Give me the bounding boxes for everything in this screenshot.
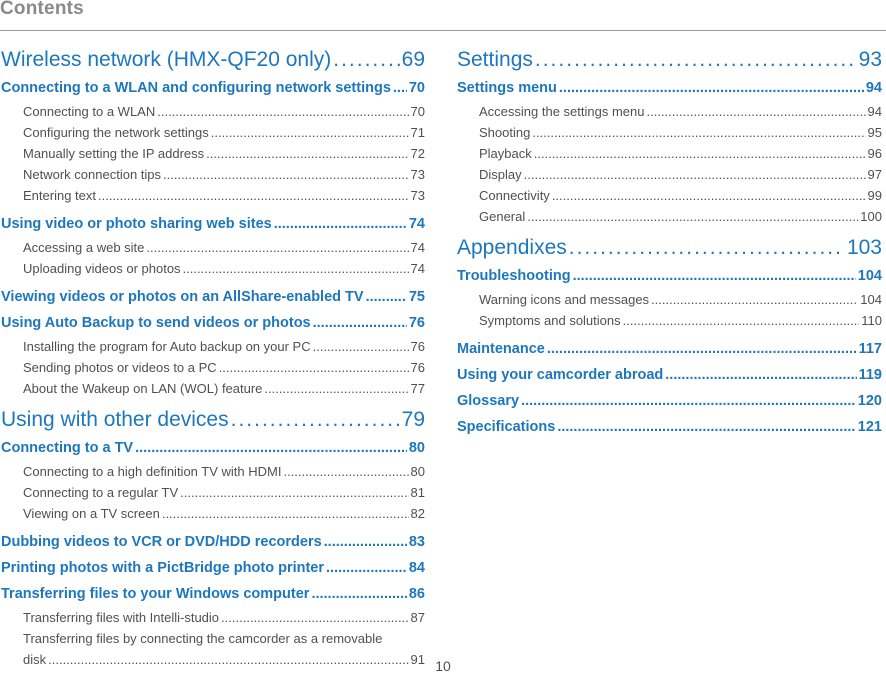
toc-subsection-link[interactable]: [1, 435, 425, 461]
toc-page-number: 74: [410, 240, 425, 255]
toc-page-number: 94: [865, 80, 882, 96]
toc-page-number: 119: [858, 367, 882, 383]
toc-page-number: 76: [410, 360, 425, 375]
toc-entry-link[interactable]: [1, 101, 425, 122]
toc-subsection-link[interactable]: [1, 284, 425, 310]
dot-leader: [313, 310, 407, 336]
dot-leader: [646, 101, 865, 122]
dot-leader: [157, 101, 408, 122]
dot-leader: [569, 232, 845, 263]
toc-page-number: 73: [410, 167, 425, 182]
dot-leader: [547, 336, 857, 362]
toc-entry-title: Sending photos or videos to a PC: [23, 360, 217, 375]
dot-leader: [532, 122, 865, 143]
toc-page-number: 70: [408, 80, 425, 96]
dot-leader: [326, 555, 407, 581]
toc-entry-title: Warning icons and messages: [479, 292, 650, 307]
toc-entry-title: Connecting to a regular TV: [23, 485, 179, 500]
toc-entry-title: Transferring files with Intelli-studio: [23, 610, 220, 625]
toc-entry-title: Connecting to a TV: [1, 440, 134, 456]
toc-page-number: 117: [858, 341, 882, 357]
toc-entry-link[interactable]: [457, 289, 882, 310]
toc-entry-link[interactable]: [457, 185, 882, 206]
toc-page-number: 77: [410, 381, 425, 396]
toc-subsection-link[interactable]: [457, 336, 882, 362]
dot-leader: [393, 75, 407, 101]
toc-subsection-link[interactable]: [1, 529, 425, 555]
toc-entry-title: Connectivity: [479, 188, 550, 203]
toc-entry-link[interactable]: [457, 101, 882, 122]
toc-subsection-link[interactable]: [1, 555, 425, 581]
toc-entry-link[interactable]: [1, 122, 425, 143]
toc-page-number: 93: [858, 48, 882, 71]
toc-entry-title: Connecting to a high definition TV with HDMI: [23, 464, 282, 479]
toc-entry-title: Shooting: [479, 125, 531, 140]
toc-entry-title: Network connection tips: [23, 167, 162, 182]
dot-leader: [163, 164, 409, 185]
toc-entry-title: Troubleshooting: [457, 268, 571, 284]
toc-entry-link[interactable]: [1, 164, 425, 185]
toc-entry-link[interactable]: [457, 310, 882, 331]
dot-leader: [366, 284, 407, 310]
toc-page-number: 99: [867, 188, 882, 203]
toc-entry-title: Maintenance: [457, 341, 545, 357]
dot-leader: [162, 503, 409, 524]
toc-entry-title: General: [479, 209, 526, 224]
toc-subsection-link[interactable]: [457, 414, 882, 440]
dot-leader: [557, 414, 855, 440]
toc-entry-link[interactable]: [1, 607, 425, 628]
toc-left-column: [1, 44, 425, 670]
dot-leader: [524, 164, 866, 185]
dot-leader: [206, 143, 408, 164]
toc-entry-title: Dubbing videos to VCR or DVD/HDD recorders: [1, 534, 322, 550]
toc-entry-title: Connecting to a WLAN: [23, 104, 156, 119]
dot-leader: [552, 185, 866, 206]
toc-page-number: 76: [410, 339, 425, 354]
toc-page-number: 97: [867, 167, 882, 182]
toc-entry-link[interactable]: [1, 185, 425, 206]
toc-entry-title: Transferring files by connecting the camcorder as a removable: [23, 631, 383, 646]
toc-entry-link[interactable]: [1, 237, 425, 258]
toc-section-heading[interactable]: [1, 404, 425, 435]
toc-page-number: 104: [857, 268, 882, 284]
toc-page-number: 95: [867, 125, 882, 140]
dot-leader: [146, 237, 408, 258]
toc-entry-title: Wireless network (HMX-QF20 only): [1, 48, 332, 71]
toc-page-number: 91: [410, 652, 425, 667]
toc-subsection-link[interactable]: [1, 75, 425, 101]
toc-entry-title: Using Auto Backup to send videos or photos: [1, 315, 311, 331]
header-divider: [0, 30, 886, 31]
toc-entry-title: Specifications: [457, 419, 556, 435]
toc-page-number: 84: [408, 560, 425, 576]
toc-entry-link[interactable]: [1, 336, 425, 357]
dot-leader: [98, 185, 409, 206]
toc-subsection-link[interactable]: [457, 388, 882, 414]
toc-page-number: 94: [867, 104, 882, 119]
toc-entry-title: Manually setting the IP address: [23, 146, 205, 161]
toc-entry-link[interactable]: [1, 143, 425, 164]
toc-entry-title: Settings menu: [457, 80, 557, 96]
toc-page-number: 82: [410, 506, 425, 521]
toc-page-number: 86: [408, 586, 425, 602]
toc-entry-link[interactable]: [1, 482, 425, 503]
toc-page-number: 69: [401, 48, 425, 71]
toc-entry-title: Viewing videos or photos on an AllShare-enabled TV: [1, 289, 364, 305]
toc-page-number: 70: [410, 104, 425, 119]
page-title: Contents: [0, 0, 84, 19]
toc-entry-title: Entering text: [23, 188, 96, 203]
toc-page-number: 72: [410, 146, 425, 161]
dot-leader: [521, 388, 856, 414]
toc-entry-link[interactable]: [457, 164, 882, 185]
toc-page-number: 71: [410, 125, 425, 140]
toc-page-number: 100: [860, 209, 882, 224]
toc-subsection-link[interactable]: [1, 581, 425, 607]
toc-entry-title: Using your camcorder abroad: [457, 367, 664, 383]
toc-subsection-link[interactable]: [457, 263, 882, 289]
toc-entry-title: Viewing on a TV screen: [23, 506, 160, 521]
dot-leader: [311, 581, 406, 607]
dot-leader: [559, 75, 864, 101]
toc-entry-title-continued: disk: [23, 652, 47, 667]
dot-leader: [221, 607, 408, 628]
dot-leader: [231, 404, 400, 435]
toc-page-number: 110: [861, 313, 882, 328]
dot-leader: [180, 482, 408, 503]
dot-leader: [665, 362, 856, 388]
toc-subsection-link[interactable]: [457, 75, 882, 101]
toc-entry-title: Accessing a web site: [23, 240, 145, 255]
toc-page-number: 121: [857, 419, 882, 435]
toc-entry-title: Accessing the settings menu: [479, 104, 645, 119]
dot-leader: [333, 44, 399, 75]
toc-entry-title: Using with other devices: [1, 408, 229, 431]
dot-leader: [535, 44, 857, 75]
toc-entry-link[interactable]: [1, 503, 425, 524]
toc-page-number: 74: [408, 216, 425, 232]
toc-section-heading[interactable]: [1, 44, 425, 75]
toc-page-number: 80: [408, 440, 425, 456]
toc-entry-title: Installing the program for Auto backup on your PC: [23, 339, 311, 354]
toc-entry-title: Symptoms and solutions: [479, 313, 621, 328]
toc-entry-title: Playback: [479, 146, 532, 161]
toc-page-number: 103: [846, 236, 882, 259]
toc-entry-title: About the Wakeup on LAN (WOL) feature: [23, 381, 263, 396]
toc-page-number: 80: [410, 464, 425, 479]
dot-leader: [283, 461, 408, 482]
toc-section-heading[interactable]: [457, 44, 882, 75]
toc-entry-title: Transferring files to your Windows computer: [1, 586, 310, 602]
toc-entry-title: Connecting to a WLAN and configuring network settings: [1, 80, 391, 96]
dot-leader: [573, 263, 856, 289]
dot-leader: [651, 289, 858, 310]
dot-leader: [324, 529, 407, 555]
dot-leader: [183, 258, 409, 279]
dot-leader: [219, 357, 409, 378]
toc-subsection-link[interactable]: [457, 362, 882, 388]
dot-leader: [527, 206, 858, 227]
dot-leader: [313, 336, 409, 357]
dot-leader: [135, 435, 407, 461]
dot-leader: [623, 310, 860, 331]
dot-leader: [534, 143, 866, 164]
toc-subsection-link[interactable]: [1, 211, 425, 237]
dot-leader: [211, 122, 409, 143]
toc-entry-link[interactable]: [457, 206, 882, 227]
toc-subsection-link[interactable]: [1, 310, 425, 336]
toc-right-column: [457, 44, 882, 440]
toc-entry-link[interactable]: [1, 461, 425, 482]
toc-section-heading[interactable]: [457, 232, 882, 263]
toc-entry-title: Glossary: [457, 393, 520, 409]
toc-page-number: 120: [857, 393, 882, 409]
dot-leader: [274, 211, 407, 237]
toc-page-number: 83: [408, 534, 425, 550]
toc-page-number: 81: [410, 485, 425, 500]
toc-entry-title: Settings: [457, 48, 533, 71]
toc-page-number: 104: [860, 292, 882, 307]
dot-leader: [264, 378, 408, 399]
toc-page-number: 87: [410, 610, 425, 625]
toc-entry-title: Appendixes: [457, 236, 567, 259]
toc-entry-link[interactable]: [457, 143, 882, 164]
toc-entry-link[interactable]: [1, 258, 425, 279]
toc-entry-link[interactable]: [1, 357, 425, 378]
toc-entry-title: Display: [479, 167, 522, 182]
toc-page-number: 79: [401, 408, 425, 431]
toc-entry-title: Printing photos with a PictBridge photo printer: [1, 560, 325, 576]
toc-page-number: 73: [410, 188, 425, 203]
toc-entry-title: Using video or photo sharing web sites: [1, 216, 272, 232]
toc-entry-link[interactable]: [457, 122, 882, 143]
toc-entry-title: Configuring the network settings: [23, 125, 209, 140]
toc-page-number: 96: [867, 146, 882, 161]
page-number: 10: [435, 658, 451, 674]
toc-entry-title: Uploading videos or photos: [23, 261, 181, 276]
toc-page-number: 76: [408, 315, 425, 331]
toc-page-number: 74: [410, 261, 425, 276]
toc-entry-link[interactable]: [1, 378, 425, 399]
toc-page-number: 75: [408, 289, 425, 305]
